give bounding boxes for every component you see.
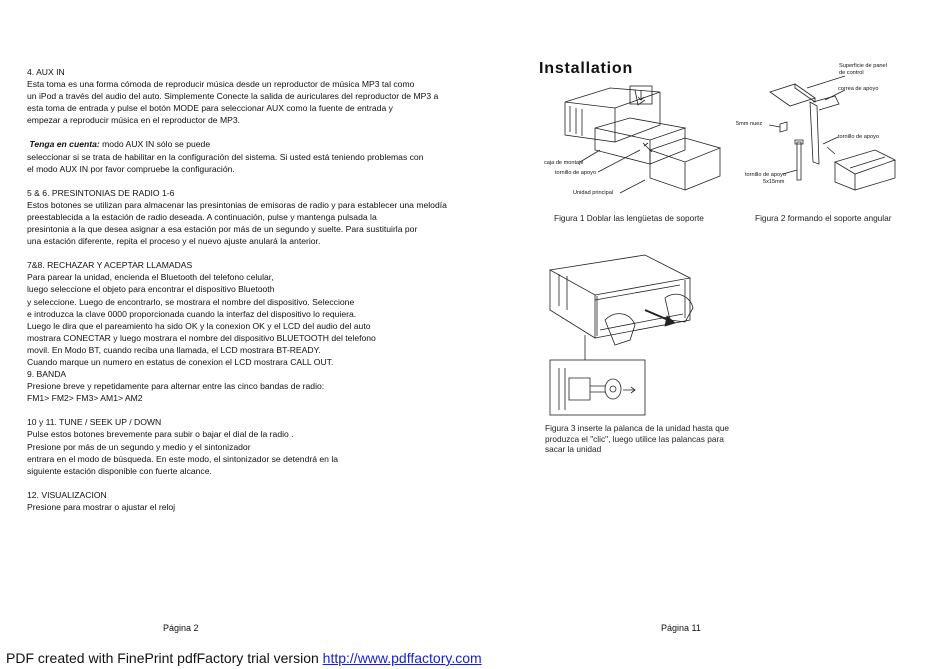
text-line: presintonia a la que desea asignar a esa estación por más de un segundo y suelte. Para sustituirla por: [27, 224, 418, 235]
section-display: [27, 489, 447, 513]
label-de-control: de control: [839, 70, 864, 76]
footer-text: PDF created with FinePrint pdfFactory trial version: [6, 650, 323, 666]
text-line: seleccionar si se trata de habilitar en la configuración del sistema. Si usted está teniendo problemas con: [27, 151, 424, 162]
text-line: empezar a reproducir música en el reproductor de MP3.: [27, 115, 241, 126]
text-line: mostrara CONECTAR y luego mostrara el nombre del dispositivo BLUETOOTH del telefono: [27, 332, 376, 343]
section-note: [27, 138, 447, 174]
figure-1-drawing: [540, 80, 730, 200]
text-line: movil. En Modo BT, cuando reciba una llamada, el LCD mostrara BT-READY.: [27, 344, 321, 355]
text-line: Para parear la unidad, encienda el Bluetooth del telefono celular,: [27, 272, 274, 283]
heading-presets: 5 & 6. PRESINTONIAS DE RADIO 1-6: [27, 187, 175, 198]
figure-3-drawing: [545, 250, 715, 420]
note-label: Tenga en cuenta:: [29, 139, 100, 150]
text-line: Luego le dira que el pareamiento ha sido OK y la conexion OK y el LCD del audio del auto: [27, 320, 371, 331]
figure-3: [545, 250, 715, 420]
pdffactory-link[interactable]: http://www.pdffactory.com: [322, 650, 482, 666]
text-line: Presione para mostrar o ajustar el reloj: [27, 501, 176, 512]
label-correa-de-apoyo: correa de apoyo: [838, 86, 879, 92]
label-superficie-de-panel: Superficie de panel: [839, 63, 887, 69]
text-line: entrara en el modo de búsqueda. En este modo, el sintonizador se detendrá en la: [27, 453, 339, 464]
text-line: siguiente estación disponible con fuerte alcance.: [27, 465, 212, 476]
heading-display: 12. VISUALIZACION: [27, 489, 107, 500]
section-tune: [27, 416, 447, 476]
label-unidad-principal: Unidad principal: [573, 190, 614, 196]
heading-calls: 7&8. RECHAZAR Y ACEPTAR LLAMADAS: [27, 260, 193, 271]
figure-1: [540, 80, 730, 200]
caption-line: produzca el "clic", luego utilice las palancas para: [545, 433, 724, 444]
text-line: e introduzca la clave 0000 proporcionada cuando la interfaz del dispositivo lo requiera.: [27, 308, 357, 319]
text-line: un iPod a través del audio del auto. Simplemente Conecte la salida de auriculares del reproductor de MP3 a: [27, 91, 439, 102]
installation-title: Installation: [539, 60, 634, 77]
page-number-right: Página 11: [661, 623, 701, 633]
figure-2: [735, 62, 900, 192]
label-caja-de-montaje: caja de montaje: [544, 160, 584, 166]
text-line: y seleccione. Luego de encontrarlo, se mostrara el nombre del dispositivo. Seleccione: [27, 296, 355, 307]
text-line: Estos botones se utilizan para almacenar las presintonias de emisoras de radio y para establecer una melodía: [27, 199, 447, 210]
page-number-left: Página 2: [163, 623, 199, 633]
note-text: modo AUX IN sólo se puede: [99, 139, 211, 150]
section-presets: [27, 187, 447, 247]
label-tornillo-de-apoyo: tornillo de apoyo: [555, 170, 597, 176]
label-tornillo-de-apoyo-1: tornillo de apoyo: [838, 134, 880, 140]
note-line: [27, 138, 447, 150]
text-line: preestablecida a la estación de radio deseada. A continuación, pulse y mantenga pulsada la: [27, 211, 377, 222]
label-5x15mm: 5x15mm: [763, 179, 785, 185]
text-line: FM1> FM2> FM3> AM1> AM2: [27, 393, 143, 404]
text-line: el modo AUX IN por favor compruebe la configuración.: [27, 163, 235, 174]
left-page-text: [27, 66, 447, 513]
heading-tune: 10 y 11. TUNE / SEEK UP / DOWN: [27, 417, 162, 428]
text-line: Presione breve y repetidamente para alternar entre las cinco bandas de radio:: [27, 381, 325, 392]
section-calls-band: [27, 259, 447, 404]
label-5mm-nuez: 5mm nuez: [736, 121, 763, 127]
figure-2-caption: Figura 2 formando el soporte angular: [755, 213, 892, 223]
caption-line: sacar la unidad: [545, 444, 602, 454]
text-line: Pulse estos botones brevemente para subir o bajar el dial de la radio .: [27, 429, 294, 440]
heading-aux-in: 4. AUX IN: [27, 67, 65, 77]
text-line: Cuando marque un numero en estatus de conexion el LCD mostrara CALL OUT.: [27, 356, 334, 367]
text-line: luego seleccione el objeto para encontrar el dispositivo Bluetooth: [27, 284, 275, 295]
section-aux-in: [27, 66, 447, 126]
caption-line: Figura 3 inserte la palanca de la unidad hasta que: [545, 423, 730, 433]
text-line: Esta toma es una forma cómoda de reproducir música desde un reproductor de música MP3 tal como: [27, 79, 415, 90]
label-tornillo-de-apoyo-2: tornillo de apoyo: [745, 172, 787, 178]
text-line: Presione por más de un segundo y medio y el sintonizador: [27, 441, 251, 452]
pdf-footer: [6, 650, 482, 666]
text-line: una estación diferente, repita el proceso y el nuevo ajuste anulará la anterior.: [27, 236, 321, 247]
figure-3-caption: [545, 423, 729, 455]
text-line: esta toma de entrada y pulse el botón MODE para seleccionar AUX como la fuente de entrada y: [27, 103, 393, 114]
heading-band: 9. BANDA: [27, 369, 67, 380]
figure-1-caption: Figura 1 Doblar las lengüetas de soporte: [554, 213, 704, 223]
